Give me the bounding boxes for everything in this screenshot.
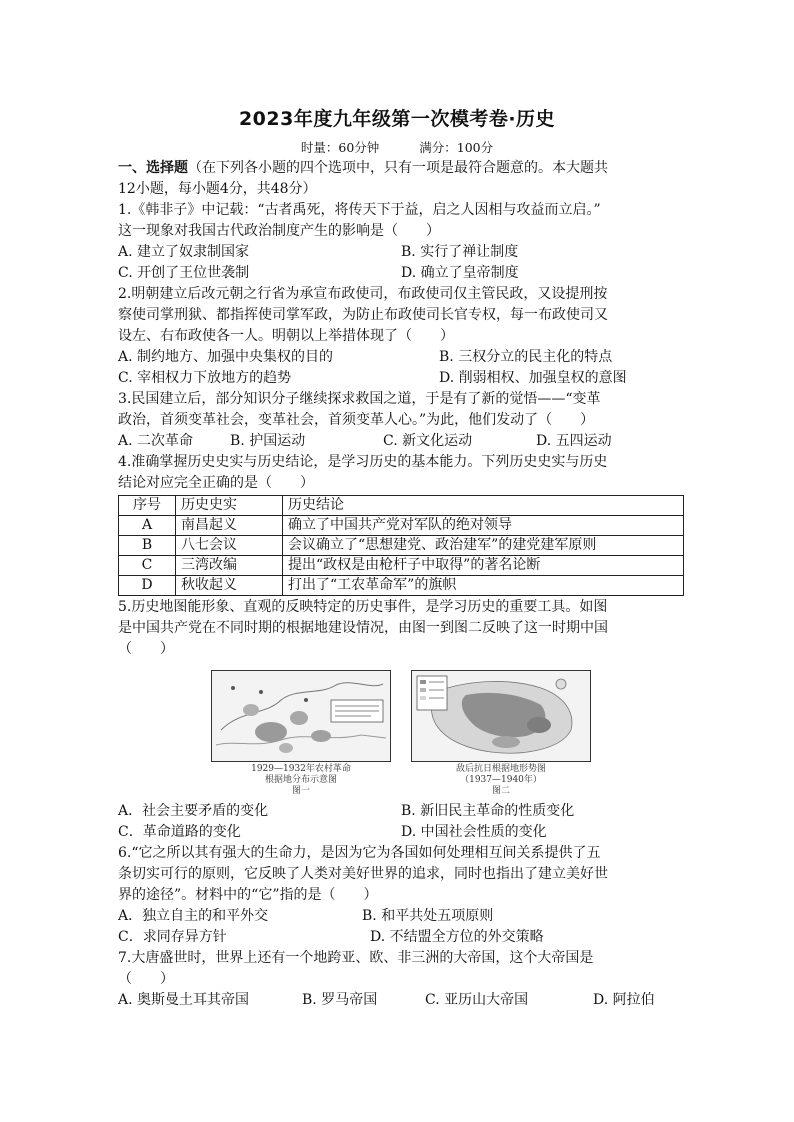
q4-stem-line1: 4.准确掌握历史史实与历史结论，是学习历史的基本能力。下列历史史实与历史 <box>118 454 608 470</box>
table-row <box>119 536 684 556</box>
q3-options <box>118 431 684 452</box>
section-intro-line1: （在下列各小题的四个选项中，只有一项是最符合题意的。本大题共 <box>188 160 608 176</box>
section-intro <box>118 158 684 179</box>
q6-option-d: D. 不结盟全方位的外交策略 <box>370 929 544 945</box>
table-cell: 三湾改编 <box>176 556 283 576</box>
q1-option-d: D. 确立了皇帝制度 <box>401 265 519 281</box>
table-cell: 打出了“工农革命军”的旗帜 <box>283 576 684 596</box>
q2-stem-line3: 设左、右布政使各一人。明朝以上举措体现了（ ） <box>118 328 454 344</box>
q5-options-row1 <box>118 801 684 822</box>
exam-content <box>118 158 684 1011</box>
q4-stem-line2: 结论对应完全正确的是（ ） <box>118 475 314 491</box>
q6-option-b: B. 和平共处五项原则 <box>362 908 494 924</box>
map-1-label: 图一 <box>291 786 310 796</box>
table-cell: 南昌起义 <box>176 516 283 536</box>
q2-option-b: B. 三权分立的民主化的特点 <box>439 349 613 365</box>
map-2-caption-line2: （1937—1940年） <box>460 775 542 785</box>
table-header-cell: 历史结论 <box>283 496 684 516</box>
q5-option-b: B. 新旧民主革命的性质变化 <box>401 803 575 819</box>
map-1-caption-line1: 1929—1932年农村革命 <box>251 764 351 774</box>
q1-option-a: A. 建立了奴隶制国家 <box>118 244 250 260</box>
q5-option-a: A．社会主要矛盾的变化 <box>118 803 269 819</box>
q6-option-c: C．求同存异方针 <box>118 929 227 945</box>
map-2-image <box>411 670 591 762</box>
q1-option-b: B. 实行了禅让制度 <box>401 244 519 260</box>
table-row <box>119 556 684 576</box>
page-title: 2023年度九年级第一次模考卷·历史 <box>238 108 556 130</box>
q7-option-d: D. 阿拉伯 <box>593 992 655 1008</box>
map-figure-1 <box>211 670 391 797</box>
q5-maps <box>118 670 684 797</box>
q4-table <box>118 495 684 596</box>
table-cell: 确立了中国共产党对军队的绝对领导 <box>283 516 684 536</box>
map-1-caption-line2: 根据地分布示意图 <box>264 775 337 785</box>
q5-stem-line2: 是中国共产党在不同时期的根据地建设情况，由图一到图二反映了这一时期中国 <box>118 620 608 636</box>
q6-stem-line1: 6.“它之所以其有强大的生命力，是因为它为各国如何处理相互间关系提供了五 <box>118 845 601 861</box>
q3-option-a: A. 二次革命 <box>118 433 194 449</box>
map-1-image <box>211 670 391 762</box>
q5-stem-line3: （ ） <box>118 641 174 657</box>
table-cell: A <box>119 516 176 536</box>
map-2-caption-line1: 敌后抗日根据地形势图 <box>455 764 546 774</box>
q1-options-row1 <box>118 242 684 263</box>
table-cell: B <box>119 536 176 556</box>
q6-options-row2 <box>118 927 684 948</box>
q1-options-row2 <box>118 263 684 284</box>
q2-stem-line2: 察使司掌刑狱、都指挥使司掌军政，为防止布政使司长官专权，每一布政使司又 <box>118 307 608 323</box>
table-header-row <box>119 496 684 516</box>
table-cell: 会议确立了“思想建党、政治建军”的建党建军原则 <box>283 536 684 556</box>
q7-options <box>118 990 684 1011</box>
q1-option-c: C. 开创了王位世袭制 <box>118 265 250 281</box>
table-header-cell: 序号 <box>119 496 176 516</box>
exam-score: 满分：100分 <box>419 140 494 155</box>
exam-time: 时量：60分钟 <box>300 140 380 155</box>
q7-option-b: B. 罗马帝国 <box>302 992 378 1008</box>
q5-stem-line1: 5.历史地图能形象、直观的反映特定的历史事件，是学习历史的重要工具。如图 <box>118 599 608 615</box>
q2-options-row1 <box>118 347 684 368</box>
table-cell: 秋收起义 <box>176 576 283 596</box>
table-cell: 八七会议 <box>176 536 283 556</box>
q2-options-row2 <box>118 368 684 389</box>
table-cell: 提出“政权是由枪杆子中取得”的著名论断 <box>283 556 684 576</box>
q3-option-d: D. 五四运动 <box>536 433 612 449</box>
table-row <box>119 516 684 536</box>
q5-option-c: C．革命道路的变化 <box>118 824 241 840</box>
q2-stem-line1: 2.明朝建立后改元朝之行省为承宣布政使司，布政使司仅主管民政，又设提刑按 <box>118 286 608 302</box>
q1-stem-line2: 这一现象对我国古代政治制度产生的影响是（ ） <box>118 223 440 239</box>
q7-option-c: C. 亚历山大帝国 <box>425 992 529 1008</box>
q3-stem-line1: 3.民国建立后，部分知识分子继续探求救国之道，于是有了新的觉悟——“变革 <box>118 391 601 407</box>
q6-stem-line3: 界的途径”。材料中的“它”指的是（ ） <box>118 887 378 903</box>
q2-option-d: D. 削弱相权、加强皇权的意图 <box>439 370 627 386</box>
q1-stem-line1: 1.《韩非子》中记载：“古者禹死，将传天下于益，启之人因相与攻益而立启。” <box>118 202 601 218</box>
map-figure-2 <box>411 670 591 797</box>
q5-options-row2 <box>118 822 684 843</box>
q2-option-c: C. 宰相权力下放地方的趋势 <box>118 370 292 386</box>
exam-meta <box>0 138 794 156</box>
table-cell: C <box>119 556 176 576</box>
table-row <box>119 576 684 596</box>
section-intro-line2: 12小题，每小题4分，共48分） <box>118 181 317 197</box>
q6-options-row1 <box>118 906 684 927</box>
q3-option-b: B. 护国运动 <box>230 433 306 449</box>
q7-stem-line1: 7.大唐盛世时，世界上还有一个地跨亚、欧、非三洲的大帝国，这个大帝国是 <box>118 950 594 966</box>
map-2-label: 图二 <box>491 786 510 796</box>
table-header-cell: 历史史实 <box>176 496 283 516</box>
q6-stem-line2: 条切实可行的原则，它反映了人类对美好世界的追求，同时也指出了建立美好世 <box>118 866 608 882</box>
q7-stem-line2: （ ） <box>118 971 174 987</box>
q7-option-a: A. 奥斯曼土耳其帝国 <box>118 992 250 1008</box>
q6-option-a: A．独立自主的和平外交 <box>118 908 269 924</box>
q5-option-d: D. 中国社会性质的变化 <box>401 824 547 840</box>
table-cell: D <box>119 576 176 596</box>
q3-option-c: C. 新文化运动 <box>383 433 473 449</box>
section-heading: 一、选择题 <box>118 160 188 176</box>
q3-stem-line2: 政治，首须变革社会，变革社会，首须变革人心。”为此，他们发动了（ ） <box>118 412 595 428</box>
q2-option-a: A. 制约地方、加强中央集权的目的 <box>118 349 334 365</box>
